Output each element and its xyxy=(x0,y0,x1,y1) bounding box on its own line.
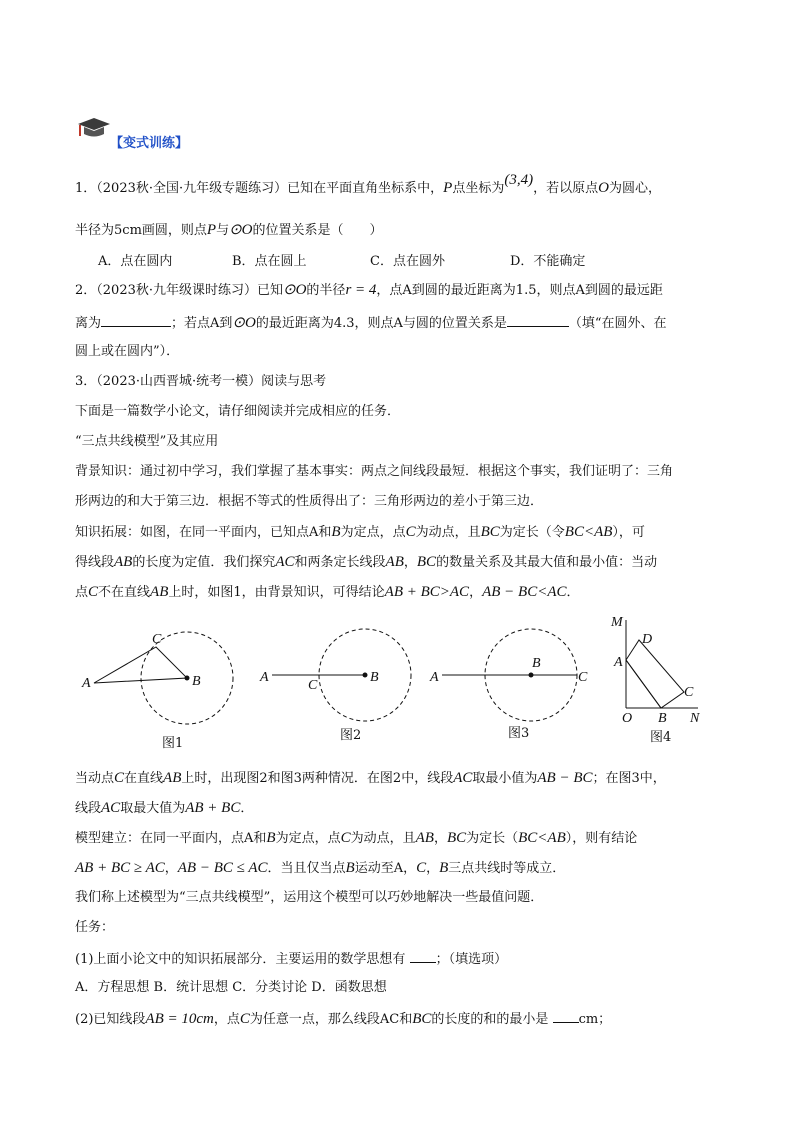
q3-intro: 下面是一篇数学小论文，请仔细阅读并完成相应的任务． xyxy=(75,404,401,419)
q3-para-1: 当动点C在直线AB上时，出现图2和图3两种情况．在图2中，线段AC取最小值为AB − BC；在图3中， xyxy=(75,770,666,786)
q1-line-1: 1．（2023秋·全国·九年级专题练习）已知在平面直角坐标系中，P点坐标为(3,4)，若以原点O为圆心， xyxy=(75,172,661,196)
q2-line-3: 圆上或在圆内”）． xyxy=(75,344,180,359)
q3-line-1: 3．（2023·山西晋城·统考一模）阅读与思考 xyxy=(75,374,327,389)
q1-option-c: C．点在圆外 xyxy=(370,254,445,269)
q3-model-3: 我们称上述模型为“三点共线模型”，运用这个模型可以巧妙地解决一些最值问题． xyxy=(75,890,544,905)
fig1-caption: 图1 xyxy=(162,736,184,751)
graduation-cap-icon xyxy=(74,116,112,146)
q3-know-2: 得线段AB的长度为定值．我们探究AC和两条定长线段AB，BC的数量关系及其最大值和最小值：当动 xyxy=(75,554,658,570)
q3-task-label: 任务： xyxy=(75,920,115,935)
fig2-caption: 图2 xyxy=(340,728,362,743)
fig1-label-c: C xyxy=(152,632,162,647)
fig3-caption: 图3 xyxy=(508,726,530,741)
figure-4 xyxy=(606,612,706,727)
fig1-label-b: B xyxy=(192,674,201,689)
fig4-label-m: M xyxy=(611,615,623,630)
q3-para-2: 线段AC取最大值为AB + BC． xyxy=(75,800,254,816)
figure-2 xyxy=(258,625,418,735)
fig4-label-n: N xyxy=(690,711,700,726)
q3-title: “三点共线模型”及其应用 xyxy=(75,434,219,449)
q2-line-2: 离为 ；若点A到⊙O的最近距离为4.3，则点A与圆的位置关系是 （填“在圆外、在 xyxy=(75,312,667,334)
answer-blank[interactable] xyxy=(410,948,436,963)
q1-options xyxy=(98,252,585,272)
fig4-label-o: O xyxy=(622,711,633,726)
fig4-label-d: D xyxy=(642,632,653,647)
fig2-label-a: A xyxy=(260,670,269,685)
fig3-label-b: B xyxy=(532,656,541,671)
q1-line-2: 半径为5cm画圆，则点P与⊙O的位置关系是（ ） xyxy=(75,222,383,238)
q3-bg-1: 背景知识：通过初中学习，我们掌握了基本事实：两点之间线段最短．根据这个事实，我们证明了：三角 xyxy=(75,464,674,479)
fig1-label-a: A xyxy=(82,676,91,691)
fig2-label-b: B xyxy=(370,670,379,685)
q3-model-2: AB + BC ≥ AC，AB − BC ≤ AC．当且仅当点B运动至A，C，B三点共线时等成立． xyxy=(75,860,566,876)
fig2-label-c: C xyxy=(308,678,318,693)
fig4-caption: 图4 xyxy=(650,730,672,745)
fig4-label-a: A xyxy=(614,655,623,670)
q1-option-a: A．点在圆内 xyxy=(98,254,173,269)
q1-option-b: B．点在圆上 xyxy=(232,254,307,269)
fig3-label-c: C xyxy=(578,670,588,685)
q3-model-1: 模型建立：在同一平面内，点A和B为定点，点C为动点，且AB，BC为定长（BC<AB），则有结论 xyxy=(75,830,638,846)
fig4-label-c: C xyxy=(684,685,694,700)
answer-blank[interactable] xyxy=(507,312,569,327)
q3-task-1: (1)上面小论文中的知识拓展部分．主要运用的数学思想有 ；（填选项） xyxy=(75,948,507,970)
fig3-label-a: A xyxy=(430,670,439,685)
answer-blank[interactable] xyxy=(553,1008,579,1023)
q3-bg-2: 形两边的和大于第三边．根据不等式的性质得出了：三角形两边的差小于第三边． xyxy=(75,494,544,509)
q3-know-3: 点C不在直线AB上时，如图1，由背景知识，可得结论AB + BC>AC，AB − BC<AC． xyxy=(75,584,580,600)
q1-option-d: D．不能确定 xyxy=(510,254,586,269)
answer-blank[interactable] xyxy=(101,312,171,327)
q3-task-1-options: A．方程思想 B．统计思想 C．分类讨论 D．函数思想 xyxy=(75,980,387,995)
q3-task-2: (2)已知线段AB = 10cm，点C为任意一点，那么线段AC和BC的长度的和的最小是 cm； xyxy=(75,1008,611,1030)
q3-know-1: 知识拓展：如图，在同一平面内，已知点A和B为定点，点C为动点，且BC为定长（令BC<AB），可 xyxy=(75,524,645,540)
figure-3 xyxy=(428,625,598,735)
q2-line-1: 2．（2023秋·九年级课时练习）已知⊙O的半径r = 4，点A到圆的最近距离为1.5，则点A到圆的最远距 xyxy=(75,282,663,298)
section-header: 【变式训练】 xyxy=(110,136,189,151)
figure-1 xyxy=(80,625,240,735)
fig4-label-b: B xyxy=(658,711,667,726)
